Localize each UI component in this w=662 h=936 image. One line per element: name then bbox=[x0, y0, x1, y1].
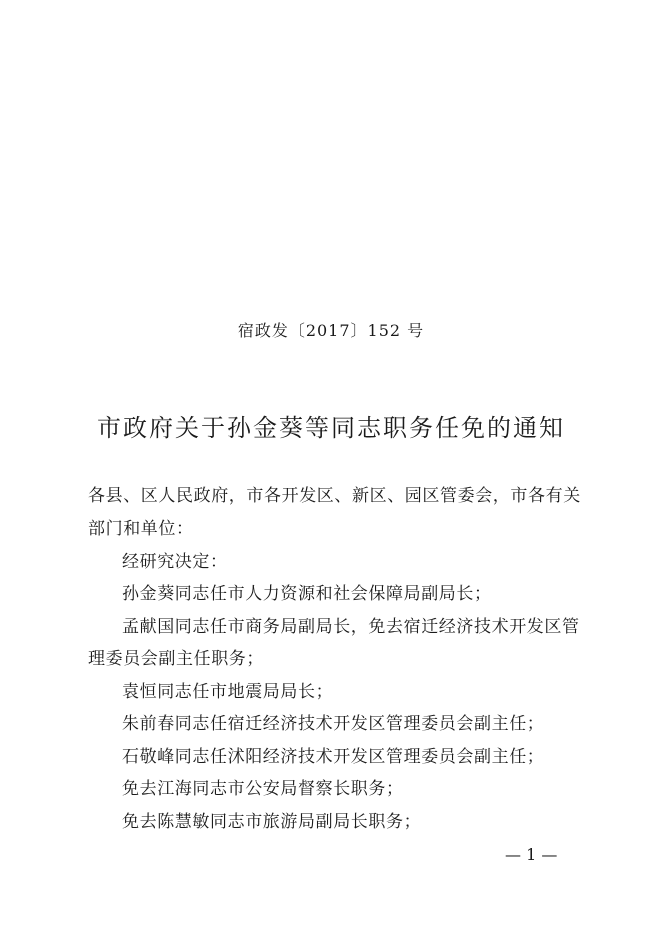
page-number: — 1 — bbox=[505, 845, 558, 864]
appointment-item: 孟献国同志任市商务局副局长，免去宿迁经济技术开发区管 bbox=[122, 617, 580, 637]
appointment-item: 朱前春同志任宿迁经济技术开发区管理委员会副主任； bbox=[122, 714, 545, 734]
appointment-item: 孙金葵同志任市人力资源和社会保障局副局长； bbox=[122, 584, 492, 604]
removal-item: 免去江海同志市公安局督察长职务； bbox=[122, 779, 404, 799]
decision-intro: 经研究决定： bbox=[122, 552, 228, 572]
appointment-item: 石敬峰同志任沭阳经济技术开发区管理委员会副主任； bbox=[122, 747, 545, 767]
appointment-item: 袁恒同志任市地震局局长； bbox=[122, 682, 334, 702]
document-number: 宿政发〔2017〕152 号 bbox=[237, 321, 425, 340]
removal-item: 免去陈慧敏同志市旅游局副局长职务； bbox=[122, 812, 422, 832]
recipient-line-1: 各县、区人民政府，市各开发区、新区、园区管委会，市各有关 bbox=[88, 486, 581, 506]
document-title: 市政府关于孙金葵等同志职务任免的通知 bbox=[97, 414, 565, 442]
appointment-item-continuation: 理委员会副主任职务； bbox=[88, 649, 264, 669]
recipient-line-2: 部门和单位： bbox=[88, 519, 194, 539]
